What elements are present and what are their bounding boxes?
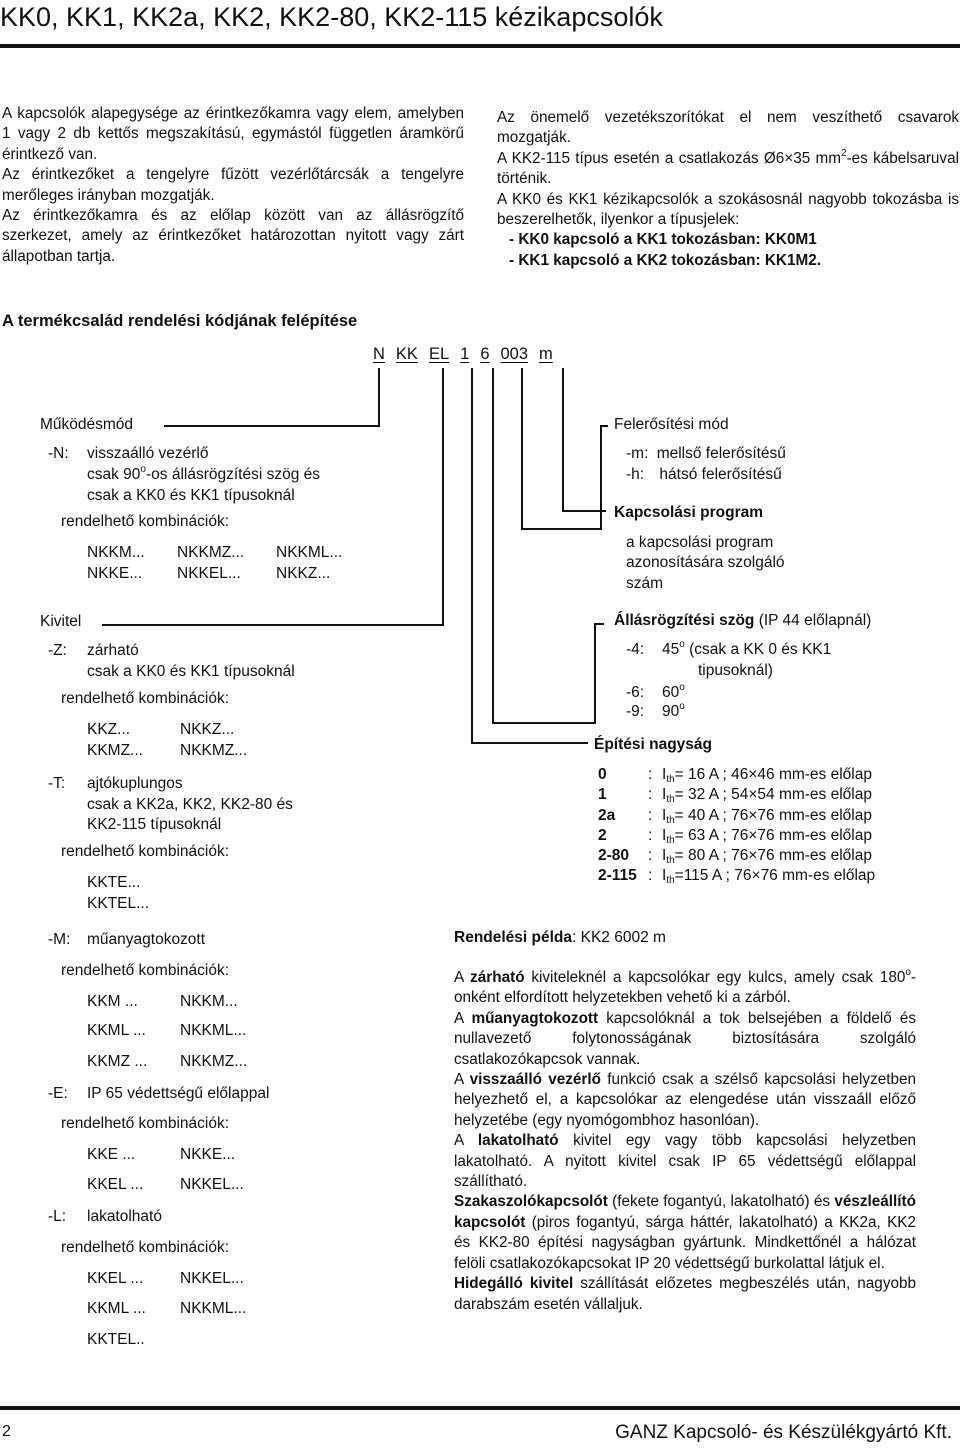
table-row: 2-80 : $I_{th}= 80$ A ; 76×76 mm-es előlap	[598, 847, 872, 867]
order-code	[373, 345, 564, 364]
m-combo: NKKM...	[180, 993, 238, 1010]
title-rule	[0, 44, 960, 48]
program-line2: azonosítására szolgáló	[626, 554, 785, 571]
size-cell: 2-115	[598, 867, 637, 885]
n-line2: csak 90$^o$-os állásrögzítési szög és	[87, 464, 321, 483]
m-combo-label: rendelhető kombinációk:	[61, 962, 230, 979]
table-row: 2a : $I_{th}= 40$ A ; 76×76 mm-es előlap	[598, 806, 872, 826]
page-title: KK0, KK1, KK2a, KK2, KK2-80, KK2-115 kézikapcsolók	[0, 2, 663, 32]
n-combo: NKKMZ...	[177, 544, 245, 561]
n-combo: NKKM...	[87, 544, 145, 561]
n-line1: visszaálló vezérlő	[87, 445, 209, 462]
code-part-n: N	[373, 345, 385, 363]
m-combo: NKKML...	[180, 1022, 247, 1039]
allas-4: -4:	[626, 641, 645, 658]
size-value: = 32 A ; 54×54 mm-es előlap	[674, 786, 872, 804]
explain-p1: A zárható kiviteleknél a kapcsolókar egy kulcs, amely csak 180$^o$-onként elfordított helyzetekben vehető ki a zárból.	[454, 967, 917, 1007]
l-combo: KKEL ...	[87, 1270, 144, 1287]
allas-header: Állásrögzítési szög (IP 44 előlapnál)	[614, 612, 872, 629]
section-title: A termékcsalád rendelési kódjának felépítése	[2, 312, 358, 330]
code-part-angle: 6	[480, 345, 490, 363]
t-combo: KKTE...	[87, 874, 141, 891]
e-combo: KKEL ...	[87, 1176, 144, 1193]
l-line1: lakatolható	[87, 1208, 162, 1225]
allas-4-note: tipusoknál)	[698, 662, 773, 679]
intro-right-item2: - KK1 kapcsoló a KK2 tokozásban: KK1M2.	[509, 251, 821, 269]
l-key: -L	[48, 1208, 62, 1225]
n-combo: NKKE...	[87, 565, 143, 582]
company-name: GANZ Kapcsoló- és Készülékgyártó Kft.	[615, 1422, 952, 1443]
size-value: = 63 A ; 76×76 mm-es előlap	[674, 826, 872, 844]
m-combo: KKML ...	[87, 1022, 146, 1039]
e-combo: NKKEL...	[180, 1176, 244, 1193]
explain-p2: A műanyagtokozott kapcsolóknál a tok belsejében a földelő és nullavezető folytonosságának biztosítására szolgáló csatlakozókapcsok vannak.	[454, 1009, 917, 1068]
e-line1: IP 65 védettségű előlappal	[87, 1085, 270, 1102]
order-example: Rendelési példa: KK2 6002 m	[454, 929, 666, 946]
z-combo: KKMZ...	[87, 742, 143, 759]
z-combo: KKZ...	[87, 721, 131, 738]
size-cell: 2a	[598, 806, 616, 824]
table-row: 0 : $I_{th}= 16$ A ; 46×46 mm-es előlap	[598, 766, 872, 785]
table-row: 2-115 : $I_{th}=115$ A ; 76×76 mm-es előlap	[598, 867, 876, 887]
z-key: -Z	[48, 642, 63, 659]
table-row: 2 : $I_{th}= 63$ A ; 76×76 mm-es előlap	[598, 826, 872, 846]
n-combo: NKKEL...	[177, 565, 241, 582]
t-combo: KKTEL...	[87, 895, 150, 912]
m-combo: KKM ...	[87, 993, 138, 1010]
size-value: =115 A ; 76×76 mm-es előlap	[674, 867, 876, 885]
explanation	[454, 968, 916, 1315]
size-value: = 40 A ; 76×76 mm-es előlap	[674, 806, 872, 824]
n-line3: csak a KK0 és KK1 típusoknál	[87, 487, 295, 504]
code-part-program: 003	[500, 345, 529, 363]
e-combo: KKE ...	[87, 1146, 136, 1163]
felerosites-header: Felerősítési mód	[614, 416, 729, 433]
intro-right-item1: - KK0 kapcsoló a KK1 tokozásban: KK0M1	[509, 231, 817, 249]
code-part-size: 1	[460, 345, 470, 363]
t-key: -T	[48, 775, 61, 792]
z-combo: NKKZ...	[180, 721, 235, 738]
intro-right-p3: A KK0 és KK1 kézikapcsolók a szokásosnál nagyobb tokozásba is beszerelhetők, ilyenkor a típusjelek:	[497, 190, 959, 229]
code-part-kk: KK	[395, 345, 418, 363]
code-part-el: EL	[428, 345, 450, 363]
program-header: Kapcsolási program	[614, 504, 764, 521]
m-combo: NKKMZ...	[180, 1053, 248, 1070]
t-line2: csak a KK2a, KK2, KK2-80 és	[87, 796, 293, 813]
l-combo: NKKEL...	[180, 1270, 244, 1287]
code-part-mount: m	[539, 345, 553, 363]
program-line1: a kapcsolási program	[626, 534, 774, 551]
t-line1: ajtókuplungos	[87, 775, 183, 792]
explain-p6: Hidegálló kivitel szállítását előzetes megbeszélés után, nagyobb darabszám esetén vállaljuk.	[454, 1275, 916, 1313]
felerosites-m: -m: mellső felerősítésű	[626, 445, 786, 462]
kivitel-header: Kivitel	[40, 613, 82, 630]
z-line1: zárható	[87, 642, 139, 659]
m-key: -M	[48, 931, 67, 948]
felerosites-h: -h: hátsó felerősítésű	[626, 466, 782, 483]
l-combo-label: rendelhető kombinációk:	[61, 1239, 230, 1256]
n-key: -N	[48, 445, 65, 462]
epitesi-header: Építési nagyság	[594, 736, 713, 753]
m-combo: KKMZ ...	[87, 1053, 148, 1070]
intro-right-p1: Az önemelő vezetékszorítókat el nem veszíthető csavarok mozgatják.	[497, 109, 959, 147]
epitesi-table	[598, 765, 875, 887]
page-number: 2	[2, 1423, 11, 1440]
intro-right-p2: A KK2-115 típus esetén a csatlakozás Ø6×35 $mm^2-es$ kábelsaruval történik.	[497, 147, 959, 188]
intro-right	[497, 108, 959, 271]
intro-left	[2, 104, 464, 267]
l-combo: NKKML...	[180, 1300, 247, 1317]
allas-9: -9:	[626, 703, 645, 720]
intro-left-p2: Az érintkezőket a tengelyre fűzött vezérlőtárcsák a tengelyre merőleges irányban mozgatják.	[2, 166, 464, 204]
explain-p3: A visszaálló vezérlő funkció csak a szélső kapcsolási helyzetben helyezhető el, a kapcsolókar az elengedése után visszaáll előző helyzetébe (egy nyomógombhoz hasonlóan).	[454, 1071, 917, 1129]
e-combo-label: rendelhető kombinációk:	[61, 1115, 230, 1132]
n-combo: NKKML...	[276, 544, 343, 561]
allas-6-value: 60$^o$	[662, 682, 685, 701]
t-line3: KK2-115 típusoknál	[87, 816, 222, 833]
size-cell: 2	[598, 826, 607, 844]
e-key: -E	[48, 1085, 64, 1102]
n-combo: NKKZ...	[276, 565, 331, 582]
t-combo-label: rendelhető kombinációk:	[61, 843, 230, 860]
l-combo: KKML ...	[87, 1300, 146, 1317]
allas-9-value: 90$^o$	[662, 701, 685, 720]
z-line2: csak a KK0 és KK1 típusoknál	[87, 663, 295, 680]
size-cell: 1	[598, 786, 607, 804]
footer-rule	[0, 1406, 960, 1410]
size-value: = 80 A ; 76×76 mm-es előlap	[674, 847, 872, 865]
intro-left-p1: A kapcsolók alapegysége az érintkezőkamra vagy elem, amelyben 1 vagy 2 db kettős megszakítású, egymástól független áramkörű érintkező van.	[2, 105, 464, 163]
explain-p5: Szakaszolókapcsolót (fekete fogantyú, lakatolható) és vészleállító kapcsolót (piros fogantyú, sárga háttér, lakatolható) a KK2a, KK2 és KK2-80 építési nagyságban gyártunk. Mindkettőnél a hálózat felöli csatlakozókapcsokat IP 20 védettségű burkolattal látjuk el.	[454, 1193, 916, 1272]
allas-6: -6:	[626, 684, 645, 701]
z-combo-label: rendelhető kombinációk:	[61, 690, 230, 707]
table-row: 1 : $I_{th}= 32$ A ; 54×54 mm-es előlap	[598, 786, 872, 806]
e-combo: NKKE...	[180, 1146, 236, 1163]
mukodesmod-header: Működésmód	[40, 416, 134, 433]
n-combo-label: rendelhető kombinációk:	[61, 513, 230, 530]
program-line3: szám	[626, 575, 664, 592]
l-combo: KKTEL..	[87, 1331, 145, 1348]
size-value: = 16 A ; 46×46 mm-es előlap	[674, 766, 872, 783]
m-line1: műanyagtokozott	[87, 931, 206, 948]
intro-left-p3: Az érintkezőkamra és az előlap között van az állásrögzítő szerkezet, amely az érintkezőket határozottan nyitott vagy zárt állapotban tartja.	[2, 207, 464, 265]
size-cell: 0	[598, 766, 607, 783]
z-combo: NKKMZ...	[180, 742, 248, 759]
explain-p4: A lakatolható kivitel egy vagy több kapcsolási helyzetben lakatolható. A nyitott kivitel csak IP 65 védettségű előlappal szállítható.	[454, 1132, 916, 1191]
size-cell: 2-80	[598, 847, 630, 865]
allas-4-value: 45$^o$ (csak a KK 0 és KK1	[662, 639, 832, 658]
